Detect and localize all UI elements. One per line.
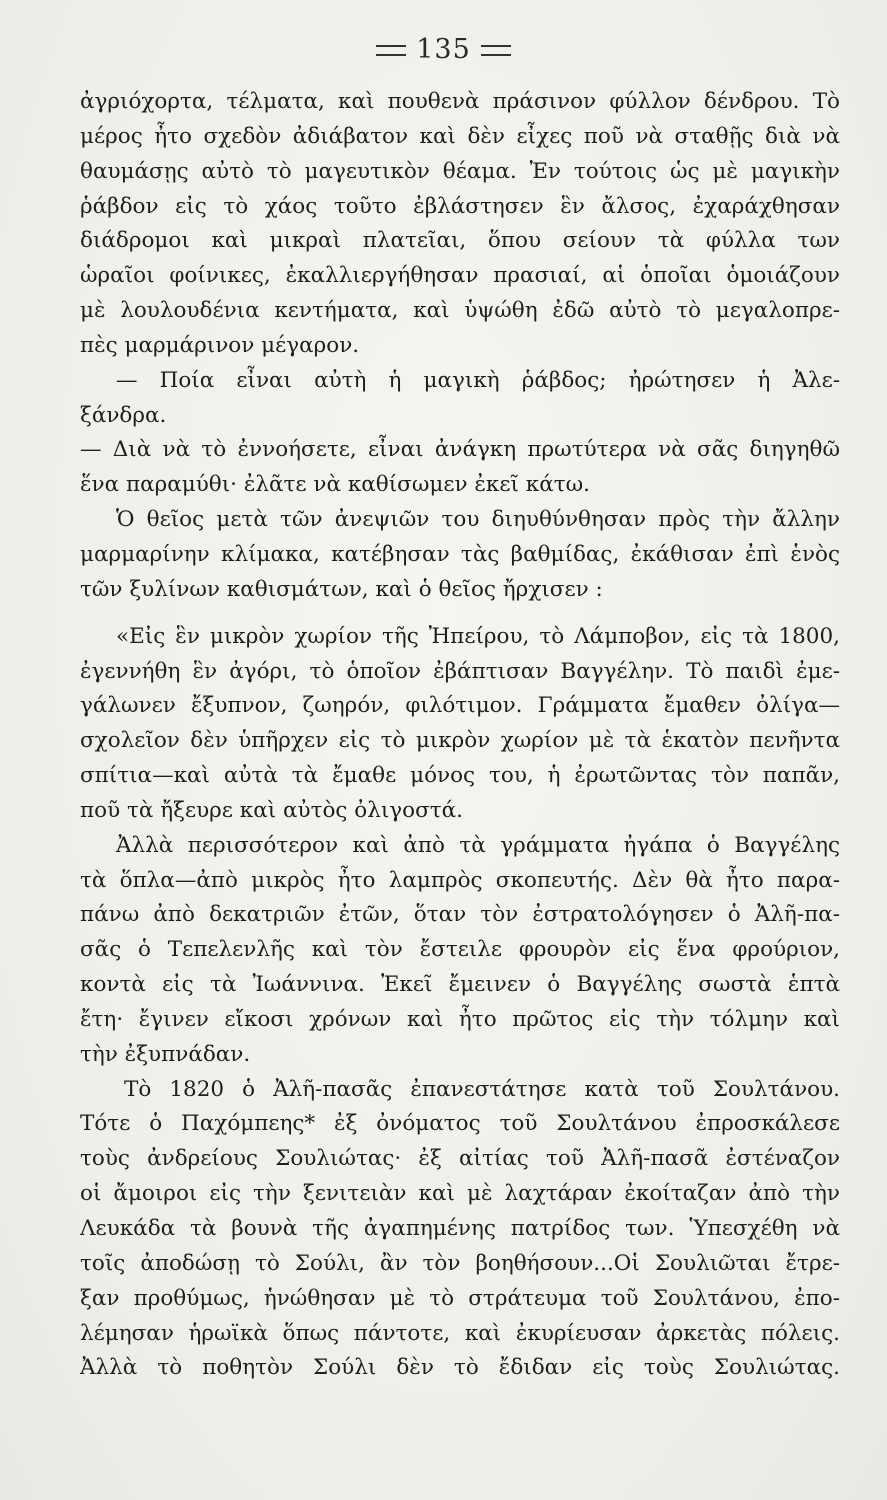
text-line: σᾶς ὁ Τεπελενλῆς καὶ τὸν ἔστειλε φρουρὸν εἰς ἕνα φρούριον, [80,937,840,963]
header-rule-right [481,45,511,56]
text-line: μαρμαρίνην κλίμακα, κατέβησαν τὰς βαθμίδας, ἐκάθισαν ἐπὶ ἑνὸς [80,541,840,567]
text-line: γάλωνεν ἔξυπνον, ζωηρόν, φιλότιμον. Γράμματα ἔμαθεν ὀλίγα— [80,693,840,719]
page-number: 135 [416,34,471,65]
text-line: ἔτη· ἔγινεν εἴκοσι χρόνων καὶ ἦτο πρῶτος εἰς τὴν τόλμην καὶ [80,1006,840,1032]
paragraph [80,503,840,608]
text-line: διάδρομοι καὶ μικραὶ πλατεῖαι, ὅπου σείουν τὰ φύλλα των [80,228,840,254]
text-line: τοῖς ἀποδώσῃ τὸ Σούλι, ἂν τὸν βοηθήσουν...Οἱ Σουλιῶται ἔτρε- [80,1250,840,1276]
header-rule-left [376,45,406,56]
text-line: ἕνα παραμύθι· ἐλᾶτε νὰ καθίσωμεν ἐκεῖ κάτω. [80,472,590,498]
text-line: Τὸ 1820 ὁ Ἀλῆ-πασᾶς ἐπανεστάτησε κατὰ τοῦ Σουλτάνου. [124,1076,840,1102]
text-line: ῥάβδον εἰς τὸ χάος τοῦτο ἐβλάστησεν ἓν ἄλσος, ἐχαράχθησαν [80,193,840,219]
text-line: — Ποία εἶναι αὐτὴ ἡ μαγικὴ ῥάβδος; ἠρώτησεν ἡ Ἀλε- [116,367,840,393]
text-line: ποῦ τὰ ἤξευρε καὶ αὐτὸς ὀλιγοστά. [80,797,464,823]
paragraph [80,433,840,503]
page-header [0,34,887,65]
text-line: Λευκάδα τὰ βουνὰ τῆς ἀγαπημένης πατρίδος των. Ὑπεσχέθη νὰ [80,1216,840,1241]
text-line: θαυμάσῃς αὐτὸ τὸ μαγευτικὸν θέαμα. Ἐν τούτοις ὡς μὲ μαγικὴν [80,158,840,184]
text-line: τῶν ξυλίνων καθισμάτων, καὶ ὁ θεῖος ἤρχισεν : [80,576,603,602]
text-line: Ὁ θεῖος μετὰ τῶν ἀνεψιῶν του διηυθύνθησαν πρὸς τὴν ἄλλην [116,507,840,533]
text-line: μέρος ἦτο σχεδὸν ἀδιάβατον καὶ δὲν εἶχες ποῦ νὰ σταθῇς διὰ νὰ [80,123,840,149]
text-line: μὲ λουλουδένια κεντήματα, καὶ ὑψώθη ἐδῶ αὐτὸ τὸ μεγαλοπρε- [80,298,840,324]
text-line: ἐγεννήθη ἓν ἀγόρι, τὸ ὁποῖον ἐβάπτισαν Βαγγέλην. Τὸ παιδὶ ἐμε- [80,658,840,684]
text-line: ξάνδρα. [80,402,167,428]
text-line: λέμησαν ἡρωϊκὰ ὅπως πάντοτε, καὶ ἐκυρίευσαν ἀρκετὰς πόλεις. [80,1320,840,1346]
text-line: πάνω ἀπὸ δεκατριῶν ἐτῶν, ὅταν τὸν ἐστρατολόγησεν ὁ Ἀλῆ-πα- [80,902,840,928]
text-line: τὴν ἐξυπνάδαν. [80,1041,251,1067]
text-line: — Διὰ νὰ τὸ ἐννοήσετε, εἶναι ἀνάγκη πρωτύτερα νὰ σᾶς διηγηθῶ [80,437,840,463]
text-line: πὲς μαρμάρινον μέγαρον. [80,332,360,358]
paragraph [80,829,840,1073]
text-line: ὡραῖοι φοίνικες, ἐκαλλιεργήθησαν πρασιαί, αἱ ὁποῖαι ὁμοιάζουν [80,263,840,289]
text-line: Ἀλλὰ περισσότερον καὶ ἀπὸ τὰ γράμματα ἠγάπα ὁ Βαγγέλης [116,832,840,858]
text-line: «Εἰς ἓν μικρὸν χωρίον τῆς Ἠπείρου, τὸ Λάμποβον, εἰς τὰ 1800, [116,623,840,649]
text-line: Ἀλλὰ τὸ ποθητὸν Σούλι δὲν τὸ ἔδιδαν εἰς τοὺς Σουλιώτας. [80,1355,840,1381]
text-line: τὰ ὅπλα—ἀπὸ μικρὸς ἦτο λαμπρὸς σκοπευτής. Δὲν θὰ ἦτο παρα- [80,867,840,893]
paragraph [80,85,840,364]
text-line: σχολεῖον δὲν ὑπῆρχεν εἰς τὸ μικρὸν χωρίον μὲ τὰ ἑκατὸν πενῆντα [80,728,840,754]
text-line: τοὺς ἀνδρείους Σουλιώτας· ἐξ αἰτίας τοῦ Ἀλῆ-πασᾶ ἐστέναζον [80,1146,840,1172]
paragraph [80,1073,840,1387]
text-line: οἱ ἄμοιροι εἰς τὴν ξενιτειὰν καὶ μὲ λαχτάραν ἐκοίταζαν ἀπὸ τὴν [80,1181,840,1207]
text-line: ξαν προθύμως, ἡνώθησαν μὲ τὸ στράτευμα τοῦ Σουλτάνου, ἐπο- [80,1285,840,1311]
text-line: σπίτια—καὶ αὐτὰ τὰ ἔμαθε μόνος του, ἡ ἐρωτῶντας τὸν παπᾶν, [80,763,840,789]
text-line: Τότε ὁ Παχόμπεης* ἐξ ὀνόματος τοῦ Σουλτάνου ἐπροσκάλεσε [80,1111,840,1137]
paragraph [80,364,840,434]
text-line: ἀγριόχορτα, τέλματα, καὶ πουθενὰ πράσινον φύλλον δένδρου. Τὸ [80,89,840,114]
paragraph [80,620,840,829]
text-line: κοντὰ εἰς τὰ Ἰωάννινα. Ἐκεῖ ἔμεινεν ὁ Βαγγέλης σωστὰ ἑπτὰ [80,972,840,998]
page-body [80,85,840,1386]
section-gap [80,608,840,620]
